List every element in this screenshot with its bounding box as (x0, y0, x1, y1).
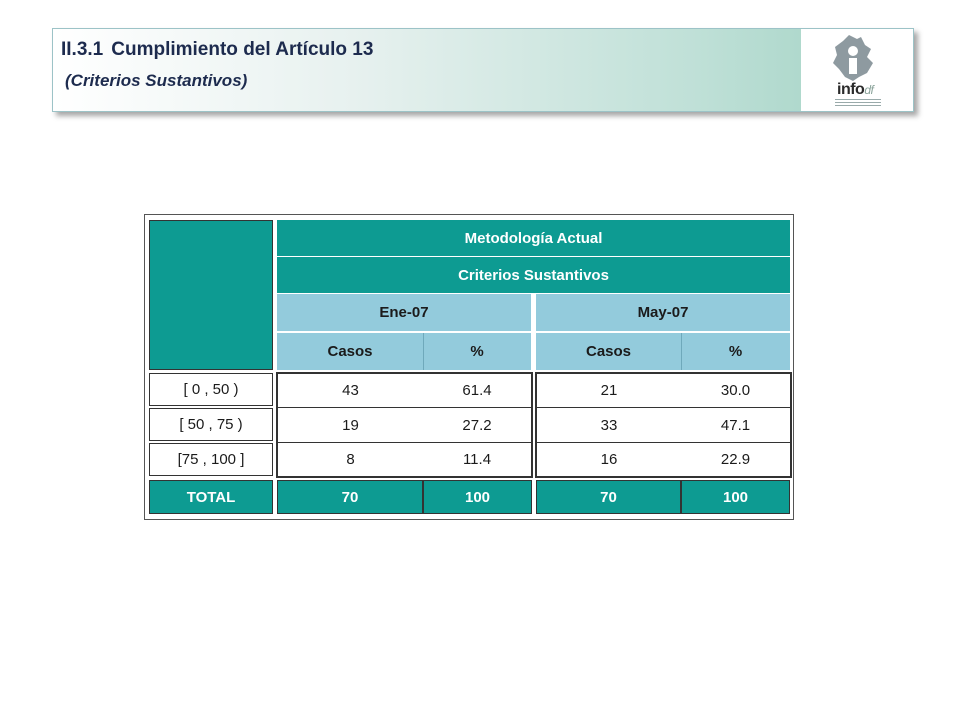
page-subtitle: (Criterios Sustantivos) (65, 71, 248, 90)
col-header-pct-may: % (681, 333, 790, 370)
info-df-logo (801, 29, 913, 111)
row-label-0-50: [ 0 , 50 ) (149, 373, 273, 406)
total-pct-ene: 100 (423, 480, 532, 514)
total-casos-may: 70 (536, 480, 681, 514)
row-label-50-75: [ 50 , 75 ) (149, 408, 273, 441)
cell-r3-casos-may: 16 (537, 443, 681, 476)
col-header-pct-ene: % (423, 333, 531, 370)
cell-r2-pct-ene: 27.2 (423, 409, 531, 442)
cell-r1-casos-ene: 43 (278, 374, 423, 407)
cell-r3-pct-ene: 11.4 (423, 443, 531, 476)
cell-r2-pct-may: 47.1 (681, 409, 790, 442)
period-header-ene: Ene-07 (277, 294, 531, 331)
total-label: TOTAL (149, 480, 273, 514)
total-pct-may: 100 (681, 480, 790, 514)
cell-r3-pct-may: 22.9 (681, 443, 790, 476)
title-banner (52, 28, 914, 112)
table-title: Metodología Actual (277, 220, 790, 256)
cell-r2-casos-may: 33 (537, 409, 681, 442)
map-logo-icon (827, 33, 877, 83)
logo-fineprint (835, 99, 881, 107)
cell-r3-casos-ene: 8 (278, 443, 423, 476)
cell-r1-pct-may: 30.0 (681, 374, 790, 407)
cell-r1-pct-ene: 61.4 (423, 374, 531, 407)
cell-r2-casos-ene: 19 (278, 409, 423, 442)
col-header-casos-ene: Casos (277, 333, 423, 370)
period-header-may: May-07 (536, 294, 790, 331)
col-header-casos-may: Casos (536, 333, 681, 370)
cell-r1-casos-may: 21 (537, 374, 681, 407)
row-label-75-100: [75 , 100 ] (149, 443, 273, 476)
total-casos-ene: 70 (277, 480, 423, 514)
corner-header-block (149, 220, 273, 370)
data-table (144, 214, 794, 520)
table-subtitle: Criterios Sustantivos (277, 257, 790, 293)
section-number: II.3.1 (61, 39, 104, 60)
logo-wordmark: infodf (837, 81, 874, 98)
page-title (61, 39, 373, 61)
title-text: Cumplimiento del Artículo 13 (111, 39, 374, 60)
